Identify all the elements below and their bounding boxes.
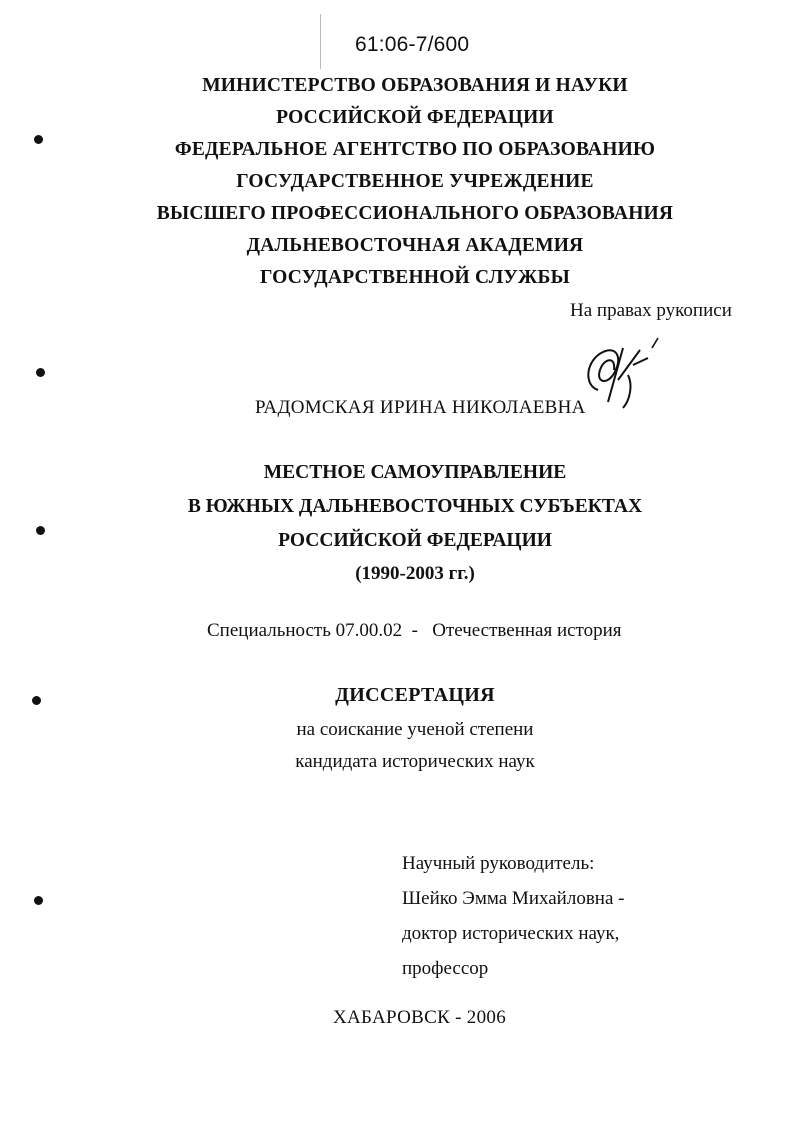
punch-hole-mark <box>34 896 43 905</box>
advisor-line: доктор исторических наук, <box>402 923 620 944</box>
advisor-line: профессор <box>402 958 489 979</box>
header-line: МИНИСТЕРСТВО ОБРАЗОВАНИЯ И НАУКИ <box>202 75 628 96</box>
specialty: Специальность 07.00.02 - Отечественная история <box>207 620 622 641</box>
header-line: ГОСУДАРСТВЕННОЙ СЛУЖБЫ <box>260 267 570 288</box>
advisor-line: Шейко Эмма Михайловна - <box>402 888 625 909</box>
title-years: (1990-2003 гг.) <box>355 563 475 584</box>
header-line: ФЕДЕРАЛЬНОЕ АГЕНТСТВО ПО ОБРАЗОВАНИЮ <box>174 139 656 160</box>
dissertation-title <box>0 456 798 558</box>
city-year: ХАБАРОВСК - 2006 <box>333 1007 506 1028</box>
institution-header <box>0 70 798 294</box>
advisor-line: Научный руководитель: <box>402 853 595 874</box>
header-line: ВЫСШЕГО ПРОФЕССИОНАЛЬНОГО ОБРАЗОВАНИЯ <box>156 203 674 224</box>
punch-hole-mark <box>36 368 45 377</box>
degree-line: кандидата исторических наук <box>295 751 535 772</box>
scan-edge-line <box>320 14 321 69</box>
header-line: ДАЛЬНЕВОСТОЧНАЯ АКАДЕМИЯ <box>246 235 584 256</box>
advisor-block <box>402 846 624 986</box>
author-name: РАДОМСКАЯ ИРИНА НИКОЛАЕВНА <box>255 397 586 418</box>
title-line: РОССИЙСКОЙ ФЕДЕРАЦИИ <box>278 530 552 551</box>
dissertation-heading: ДИССЕРТАЦИЯ <box>335 684 495 706</box>
title-line: МЕСТНОЕ САМОУПРАВЛЕНИЕ <box>263 462 567 483</box>
handwritten-signature <box>578 330 663 412</box>
header-line: РОССИЙСКОЙ ФЕДЕРАЦИИ <box>276 107 554 128</box>
header-line: ГОСУДАРСТВЕННОЕ УЧРЕЖДЕНИЕ <box>236 171 594 192</box>
title-line: В ЮЖНЫХ ДАЛЬНЕВОСТОЧНЫХ СУБЪЕКТАХ <box>187 496 643 517</box>
degree-block <box>0 714 798 778</box>
degree-line: на соискание ученой степени <box>296 719 534 740</box>
archive-code: 61:06-7/600 <box>355 33 470 56</box>
manuscript-note: На правах рукописи <box>570 300 732 321</box>
